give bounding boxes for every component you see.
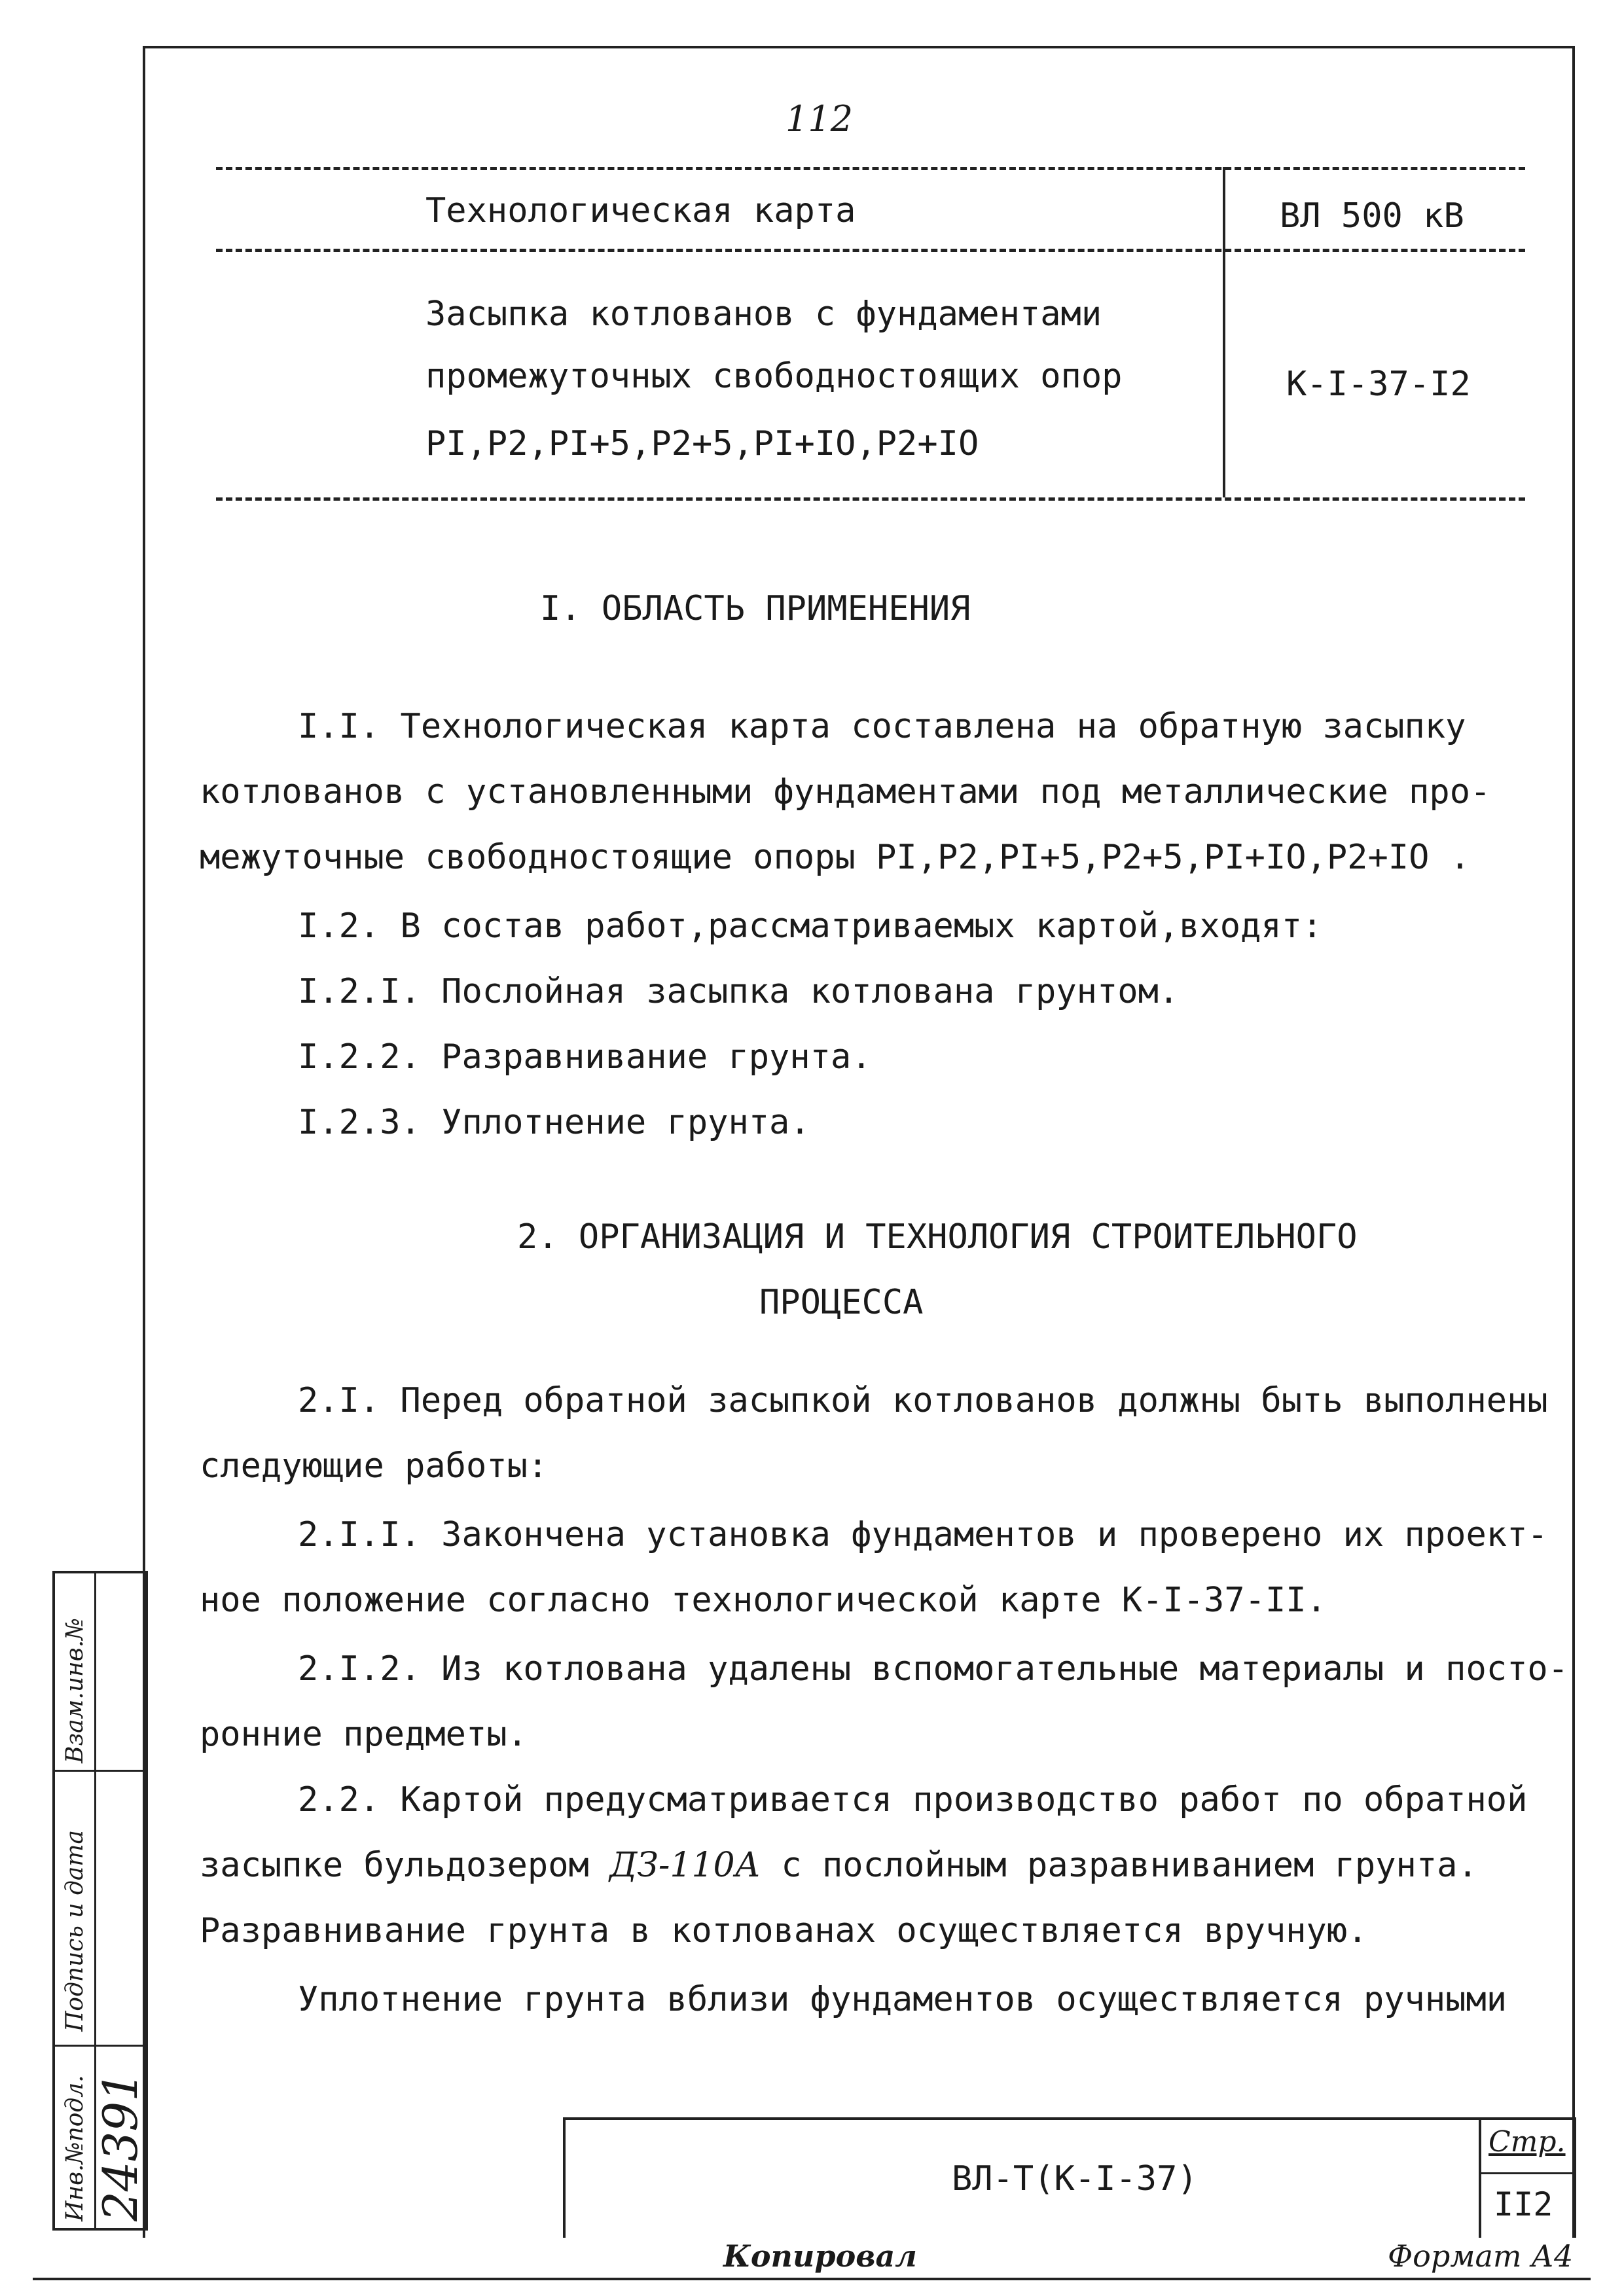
footer-copied: Копировал bbox=[723, 2238, 917, 2274]
header-card-number: К-I-37-I2 bbox=[1286, 365, 1471, 404]
s1-p1-line-2: котлованов с установленными фундаментами под металлические про- bbox=[200, 772, 1491, 812]
s1-p2-1: I.2.I. Послойная засыпка котлована грунтом. bbox=[298, 972, 1180, 1011]
strip-label-sign: Подпись и дата bbox=[62, 1830, 88, 2032]
stamp-page-label: Стр. bbox=[1489, 2125, 1566, 2159]
s2-p1-2-line-2: ронние предметы. bbox=[200, 1715, 528, 1754]
section-2-heading-line-1: 2. ОРГАНИЗАЦИЯ И ТЕХНОЛОГИЯ СТРОИТЕЛЬНОГО bbox=[517, 1217, 1358, 1257]
section-1-heading: I. ОБЛАСТЬ ПРИМЕНЕНИЯ bbox=[540, 589, 971, 628]
section-2-heading-line-2: ПРОЦЕССА bbox=[759, 1283, 924, 1322]
s2-p2-line-2-b: с послойным разравниванием грунта. bbox=[781, 1846, 1478, 1885]
left-signature-strip bbox=[52, 1571, 148, 2231]
header-subject-line-1: Засыпка котлованов с фундаментами bbox=[425, 295, 1102, 334]
header-divider bbox=[1223, 167, 1225, 497]
stamp-page-number: II2 bbox=[1494, 2185, 1553, 2223]
s2-p1-2-line-1: 2.I.2. Из котлована удалены вспомогательные материалы и посто- bbox=[298, 1649, 1569, 1689]
stamp-divider bbox=[1479, 2120, 1481, 2238]
strip-inv-number: 24391 bbox=[93, 2071, 148, 2221]
header-rule-top bbox=[216, 167, 1525, 170]
header-subject-line-2: промежуточных свободностоящих опор bbox=[425, 357, 1123, 396]
s2-p1-line-1: 2.I. Перед обратной засыпкой котлованов должны быть выполнены bbox=[298, 1381, 1548, 1420]
s1-p2: I.2. В состав работ,рассматриваемых картой,входят: bbox=[298, 906, 1323, 946]
bulldozer-model: ДЗ-110А bbox=[609, 1846, 761, 1885]
strip-label-inv: Инв.№подл. bbox=[62, 2075, 88, 2221]
strip-divider-1 bbox=[55, 1770, 145, 1772]
bottom-rule bbox=[33, 2278, 1591, 2280]
header-subject-line-3: PI,P2,PI+5,P2+5,PI+IO,P2+IO bbox=[425, 424, 979, 463]
header-rule-mid bbox=[216, 249, 1525, 252]
s2-p2-line-3: Разравнивание грунта в котлованах осуществляется вручную. bbox=[200, 1911, 1368, 1950]
header-title: Технологическая карта bbox=[425, 191, 856, 230]
s1-p2-2: I.2.2. Разравнивание грунта. bbox=[298, 1037, 872, 1077]
s2-p1-1-line-1: 2.I.I. Закончена установка фундаментов и проверено их проект- bbox=[298, 1515, 1548, 1554]
stamp-page-divider bbox=[1479, 2172, 1574, 2174]
s2-p3: Уплотнение грунта вблизи фундаментов осуществляется ручными bbox=[298, 1980, 1507, 2019]
s2-p2-line-2 bbox=[200, 1846, 1478, 1885]
handwritten-page-number: 112 bbox=[785, 98, 854, 139]
stamp-code: ВЛ-Т(К-I-37) bbox=[952, 2159, 1198, 2198]
s2-p2-line-2-a: засыпке бульдозером bbox=[200, 1846, 589, 1885]
title-stamp bbox=[563, 2117, 1576, 2238]
header-rule-bottom bbox=[216, 497, 1525, 501]
strip-divider-2 bbox=[55, 2045, 145, 2047]
strip-label-vzam: Взам.инв.№ bbox=[62, 1617, 88, 1763]
s1-p1-line-1: I.I. Технологическая карта составлена на обратную засыпку bbox=[298, 707, 1466, 746]
s1-p2-3: I.2.3. Уплотнение грунта. bbox=[298, 1103, 810, 1142]
s2-p1-line-2: следующие работы: bbox=[200, 1446, 549, 1486]
s2-p2-line-1: 2.2. Картой предусматривается производство работ по обратной bbox=[298, 1780, 1528, 1820]
s1-p1-line-3: межуточные свободностоящие опоры PI,P2,PI+5,P2+5,PI+IO,P2+IO . bbox=[200, 838, 1471, 877]
footer-format: Формат А4 bbox=[1388, 2238, 1574, 2274]
header-code: ВЛ 500 кВ bbox=[1280, 196, 1464, 236]
s2-p1-1-line-2: ное положение согласно технологической карте К-I-37-II. bbox=[200, 1581, 1327, 1620]
